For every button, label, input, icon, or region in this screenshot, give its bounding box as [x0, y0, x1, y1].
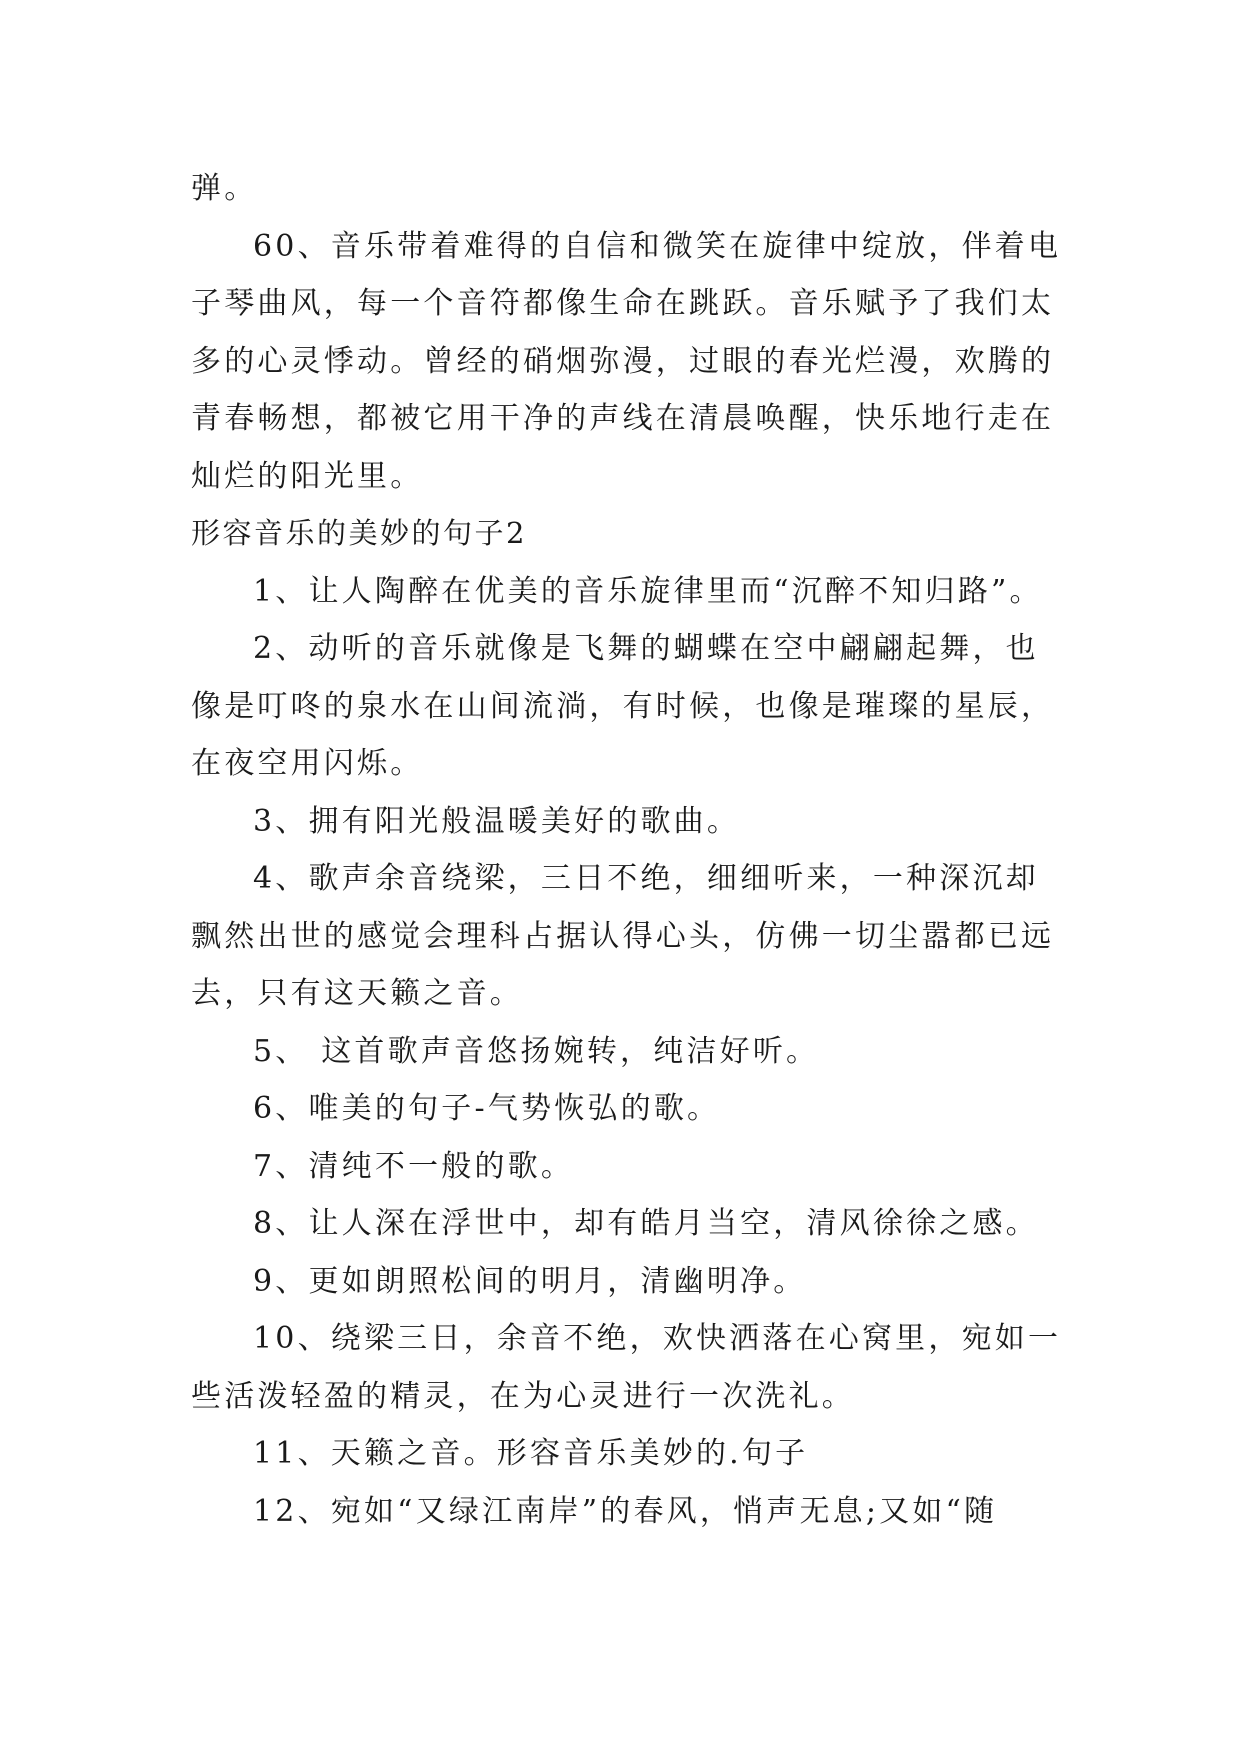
paragraph-line: 9、更如朗照松间的明月，清幽明净。 — [253, 1263, 807, 1299]
paragraph-line: 6、唯美的句子-气势恢弘的歌。 — [253, 1091, 721, 1126]
paragraph-line: 5、 这首歌声音悠扬婉转，纯洁好听。 — [253, 1033, 820, 1069]
paragraph-line: 子琴曲风，每一个音符都像生命在跳跃。音乐赋予了我们太 — [191, 286, 1055, 321]
paragraph-line: 在夜空用闪烁。 — [191, 746, 424, 781]
paragraph-line: 弹。 — [191, 171, 258, 206]
paragraph-line: 3、拥有阳光般温暖美好的歌曲。 — [253, 803, 741, 839]
paragraph-line: 10、绕梁三日，余音不绝，欢快洒落在心窝里，宛如一 — [253, 1321, 1062, 1356]
paragraph-line: 2、动听的音乐就像是飞舞的蝴蝶在空中翩翩起舞，也 — [253, 631, 1039, 666]
paragraph-line: 1、让人陶醉在优美的音乐旋律里而“沉醉不知归路”。 — [253, 573, 1043, 609]
paragraph-line: 青春畅想，都被它用干净的声线在清晨唤醒，快乐地行走在 — [191, 401, 1055, 436]
paragraph-line: 7、清纯不一般的歌。 — [253, 1148, 575, 1184]
paragraph-line: 60、音乐带着难得的自信和微笑在旋律中绽放，伴着电 — [253, 228, 1062, 264]
paragraph-line: 些活泼轻盈的精灵，在为心灵进行一次洗礼。 — [191, 1378, 855, 1414]
paragraph-line: 去，只有这天籁之音。 — [191, 976, 523, 1011]
paragraph-line: 像是叮咚的泉水在山间流淌，有时候，也像是璀璨的星辰， — [191, 688, 1055, 724]
section-heading: 形容音乐的美妙的句子2 — [191, 516, 527, 550]
paragraph-line: 8、让人深在浮世中，却有皓月当空，清风徐徐之感。 — [253, 1206, 1039, 1241]
paragraph-line: 12、宛如“又绿江南岸”的春风，悄声无息;又如“随 — [253, 1493, 998, 1529]
document-body — [191, 160, 1071, 1540]
paragraph-line: 11、天籁之音。形容音乐美妙的.句子 — [253, 1436, 809, 1471]
paragraph-line: 多的心灵悸动。曾经的硝烟弥漫，过眼的春光烂漫，欢腾的 — [191, 343, 1055, 379]
paragraph-line: 飘然出世的感觉会理科占据认得心头，仿佛一切尘嚣都已远 — [191, 918, 1055, 954]
paragraph-line: 灿烂的阳光里。 — [191, 458, 424, 494]
paragraph-line: 4、歌声余音绕梁，三日不绝，细细听来，一种深沉却 — [253, 861, 1039, 896]
